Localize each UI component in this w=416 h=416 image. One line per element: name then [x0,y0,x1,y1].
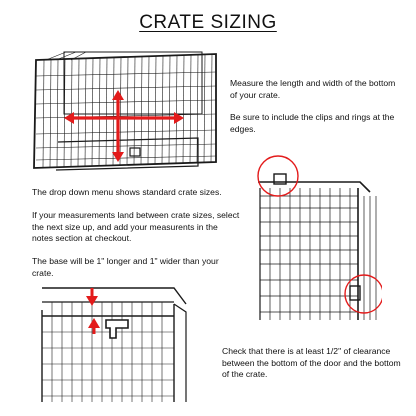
dropdown-text: The drop down menu shows standard crate sizes. [32,187,222,197]
crate-corner-image [246,152,382,320]
red-arrow-icon [64,90,184,162]
red-arrow-icon [86,288,100,334]
page-title: CRATE SIZING [139,12,277,33]
clips-text: Be sure to include the clips and rings at the edges. [230,112,395,134]
clearance-text: Check that there is at least 1/2" of clearance between the bottom of the door and the bottom of the crate. [222,346,401,380]
crate-top-image [26,42,222,178]
crate-door-image [34,286,192,402]
between-sizes-text: If your measurements land between crate sizes, select the next size up, and add your measurents in the notes section at checkout. [32,210,240,244]
measure-text: Measure the length and width of the bottom of your crate. [230,78,396,100]
base-text: The base will be 1" longer and 1" wider than your crate. [32,256,219,278]
